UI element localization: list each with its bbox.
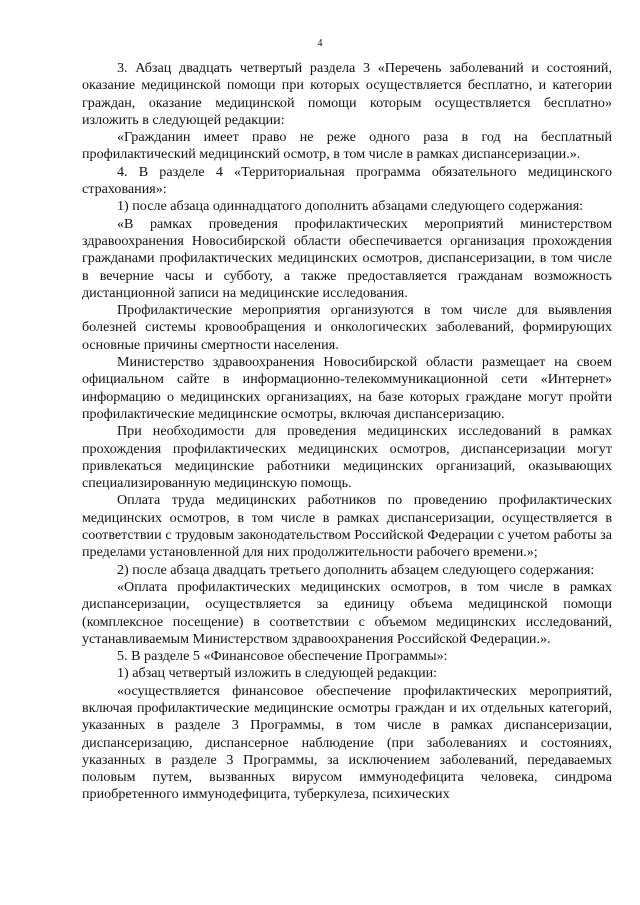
paragraph-quoted-financial-provision: «осуществляется финансовое обеспечение профилактических мероприятий, включая профилактические медицинские осмотры граждан и их отдельных категорий, указанных в разделе 3 Программы, в том числе в рамках диспансеризации, диспансеризацию, диспансерное наблюдение (при заболеваниях и состояниях, указанных в разделе 3 Программы, за исключением заболеваний, передаваемых половым путем, вызванных вирусом иммунодефицита человека, синдрома приобретенного иммунодефицита, туберкулеза, психических (82, 682, 612, 803)
paragraph-subitem-5-1: 1) абзац четвертый изложить в следующей редакции: (117, 665, 438, 682)
paragraph-quoted-checkup-payment: «Оплата профилактических медицинских осмотров, в том числе в рамках диспансеризации, осуществляется за единицу объема медицинской помощи (комплексное посещение) в соответствии с объемом медицинских исследований, устанавливаемым Министерством здравоохранения Российской Федерации.». (82, 578, 612, 647)
paragraph-quoted-right-to-checkup: «Гражданин имеет право не реже одного раза в год на бесплатный профилактический медицинский осмотр, в том числе в рамках диспансеризации.». (82, 129, 612, 163)
paragraph-subitem-4-2: 2) после абзаца двадцать третьего дополнить абзацем следующего содержания: (117, 561, 595, 578)
paragraph-item-3-amendment: 3. Абзац двадцать четвертый раздела 3 «Перечень заболеваний и состояний, оказание медицинской помощи при которых осуществляется бесплатно, и категории граждан, оказание медицинской помощи которым осуществляется бесплатно» изложить в следующей редакции: (82, 60, 612, 128)
paragraph-preventive-purposes: Профилактические мероприятия организуются в том числе для выявления болезней системы кровообращения и онкологических заболеваний, формирующих основные причины смертности населения. (82, 302, 612, 353)
paragraph-subitem-4-1: 1) после абзаца одиннадцатого дополнить абзацами следующего содержания: (117, 198, 584, 215)
paragraph-item-4-heading: 4. В разделе 4 «Территориальная программа обязательного медицинского страхования»: (82, 163, 612, 198)
paragraph-quoted-preventive-measures: «В рамках проведения профилактических мероприятий министерством здравоохранения Новосибирской области обеспечивается организация прохождения гражданами профилактических медицинских осмотров, диспансеризации, в том числе в вечерние часы и субботу, а также предоставляется гражданам возможность дистанционной записи на медицинские исследования. (82, 215, 612, 301)
document-body (82, 60, 612, 804)
paragraph-labor-payment: Оплата труда медицинских работников по проведению профилактических медицинских осмотров, в том числе в рамках диспансеризации, осуществляется в соответствии с трудовым законодательством Российской Федерации с учетом работы за пределами установленной для них продолжительности рабочего времени.»; (82, 492, 612, 561)
paragraph-specialist-involvement: При необходимости для проведения медицинских исследований в рамках прохождения профилактических медицинских осмотров, диспансеризации могут привлекаться медицинские работники медицинских организаций, оказывающих специализированную медицинскую помощь. (82, 423, 612, 492)
paragraph-ministry-website-info: Министерство здравоохранения Новосибирской области размещает на своем официальном сайте в информационно-телекоммуникационной сети «Интернет» информацию о медицинских организациях, на базе которых граждане могут пройти профилактические медицинские осмотры, включая диспансеризацию. (82, 354, 612, 422)
page-number: 4 (317, 38, 323, 49)
paragraph-item-5-heading: 5. В разделе 5 «Финансовое обеспечение Программы»: (117, 648, 448, 665)
